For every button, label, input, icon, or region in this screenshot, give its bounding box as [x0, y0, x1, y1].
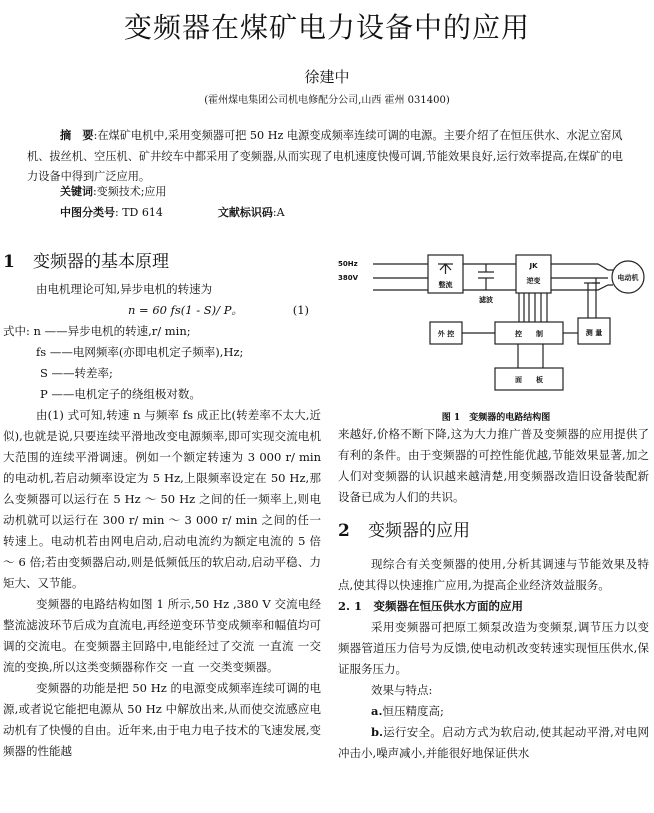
subsection-2-1-number: 2. 1 — [338, 599, 363, 613]
effects-label: 效果与特点: — [371, 683, 433, 697]
doc-code-text: :A — [272, 206, 285, 219]
motor-label: 电动机 — [617, 274, 639, 282]
author-affiliation: (霍州煤电集团公司机电修配分公司,山西 霍州 031400) — [204, 95, 450, 106]
inverter-label: 逆变 — [526, 277, 541, 285]
item-a-label: a. — [371, 704, 383, 718]
section-1-paragraph-2: 变频器的电路结构如图 1 所示,50 Hz ,380 V 交流电经整流滤波环节后成为直流电,再经逆变环节变成频率和幅值均可调的交流电。在变频器主回路中,电能经过了交流 一直流 一交流的变换,所以这类变频器称作交 一直 一交类变频器。 — [3, 597, 321, 674]
subsection-2-1-heading — [338, 596, 649, 617]
doc-code-label: 文献标识码 — [217, 206, 273, 219]
classification-label: 中图分类号 — [60, 206, 115, 219]
item-a — [338, 701, 649, 722]
classification-text: : TD 614 — [115, 206, 163, 219]
where-s: S ——转差率; — [40, 366, 113, 380]
measure-label: 测 量 — [585, 329, 603, 337]
item-b-label: b. — [371, 725, 384, 739]
continued-paragraph: 来越好,价格不断下降,这为大力推广普及变频器的应用提供了有利的条件。由于变频器的可控性能优越,节能效果显著,加之人们对变频器的认识越来越清楚,用变频器改造旧设备装配新设备已成为人们的共识。 — [338, 427, 649, 504]
section-1-number: 1 — [3, 252, 15, 272]
where-n: 式中: n ——异步电机的转速,r/ min; — [3, 324, 191, 338]
external-control-label: 外 控 — [437, 330, 455, 338]
input-voltage-label: 380V — [338, 274, 359, 282]
item-a-text: 恒压精度高; — [382, 704, 444, 718]
section-2-number: 2 — [338, 521, 350, 541]
keywords-label: 关键词 — [60, 185, 93, 198]
input-frequency-label: 50Hz — [338, 260, 358, 268]
classification-line — [60, 204, 285, 220]
subsection-2-1-title: 变频器在恒压供水方面的应用 — [373, 599, 524, 613]
right-column — [338, 424, 649, 764]
subsection-2-1-paragraph: 采用变频器可把原工频泵改造为变频泵,调节压力以变频器管道压力信号为反馈,使电动机改变转速实现恒压供水,保证服务压力。 — [338, 620, 649, 676]
inverter-top-label: JK — [529, 262, 538, 270]
abstract-label: 摘 要 — [60, 128, 94, 142]
where-p: P ——电机定子的绕组极对数。 — [40, 387, 201, 401]
formula-1-expression: n = 60 fs(1 - S)/ P。 — [128, 303, 243, 317]
section-2-intro: 现综合有关变频器的使用,分析其调速与节能效果及特点,使其得以快速推广应用,为提高企业经济效益服务。 — [338, 557, 649, 592]
item-b-text: 运行安全。启动方式为软启动,使其起动平滑,对电网冲击小,噪声减小,并能很好地保证供水 — [338, 725, 649, 760]
section-2-title: 变频器的应用 — [368, 521, 470, 541]
section-1-intro: 由电机理论可知,异步电机的转速为 — [36, 282, 213, 296]
section-1-paragraph-1: 由(1) 式可知,转速 n 与频率 fs 成正比(转差率不太大,近似),也就是说,只要连续平滑地改变电源频率,即可实现交流电机大范围的连续平滑调速。例如一个额定转速为 3 000 r/ min 的电动机,若启动频率设定为 5 Hz,上限频率设定在 50 Hz,那么变频器可以运行在 5 Hz ～ 50 Hz 之间的任一频率上,则电动机就可以运行在 300 r/ min ～ 3 000 r/ min 之间的任一转速上。电动机若由网电启动,启动电流约为额定电流的 5 倍 ～ 6 倍;若由变频器启动,则是低频低压的软启动,启动平稳、力矩大、又节能。 — [3, 408, 321, 590]
section-1-heading — [3, 252, 321, 273]
circuit-diagram — [338, 250, 654, 400]
section-1-paragraph-3: 变频器的功能是把 50 Hz 的电源变成频率连续可调的电源,或者说它能把电源从 50 Hz 中解放出来,从而使交流感应电动机有了快慢的自由。近年来,由于电力电子技术的飞速发展,变频器的性能越 — [3, 681, 321, 758]
section-2-heading — [338, 521, 649, 542]
figure-1 — [338, 250, 654, 422]
control-label: 控 制 — [515, 330, 543, 338]
keywords-text: :变频技术;应用 — [93, 185, 167, 198]
abstract-text: :在煤矿电机中,采用变频器可把 50 Hz 电源变成频率连续可调的电源。主要介绍了在恒压供水、水泥立窑风机、拔丝机、空压机、矿井绞车中都采用了变频器,从而实现了电机速度快慢可调,节能效果良好,运行效率提高,在煤矿的电力设备中得到广泛应用。 — [27, 129, 623, 183]
where-fs: fs ——电网频率(亦即电机定子频率),Hz; — [36, 345, 244, 359]
inverter-box — [516, 255, 551, 293]
section-1-title: 变频器的基本原理 — [33, 252, 169, 272]
rectifier-label: 整流 — [438, 281, 453, 289]
figure-1-caption: 图 1 变频器的电路结构图 — [441, 413, 551, 423]
abstract-block — [27, 125, 627, 188]
keywords-line — [60, 183, 166, 199]
article-title: 变频器在煤矿电力设备中的应用 — [123, 11, 530, 44]
filter-label: 滤波 — [479, 296, 493, 304]
author-name: 徐建中 — [304, 68, 350, 86]
formula-1-number: (1) — [292, 303, 309, 317]
item-b — [338, 722, 649, 764]
formula-1 — [3, 300, 321, 321]
panel-label: 面 板 — [515, 376, 543, 384]
left-column — [3, 252, 321, 762]
